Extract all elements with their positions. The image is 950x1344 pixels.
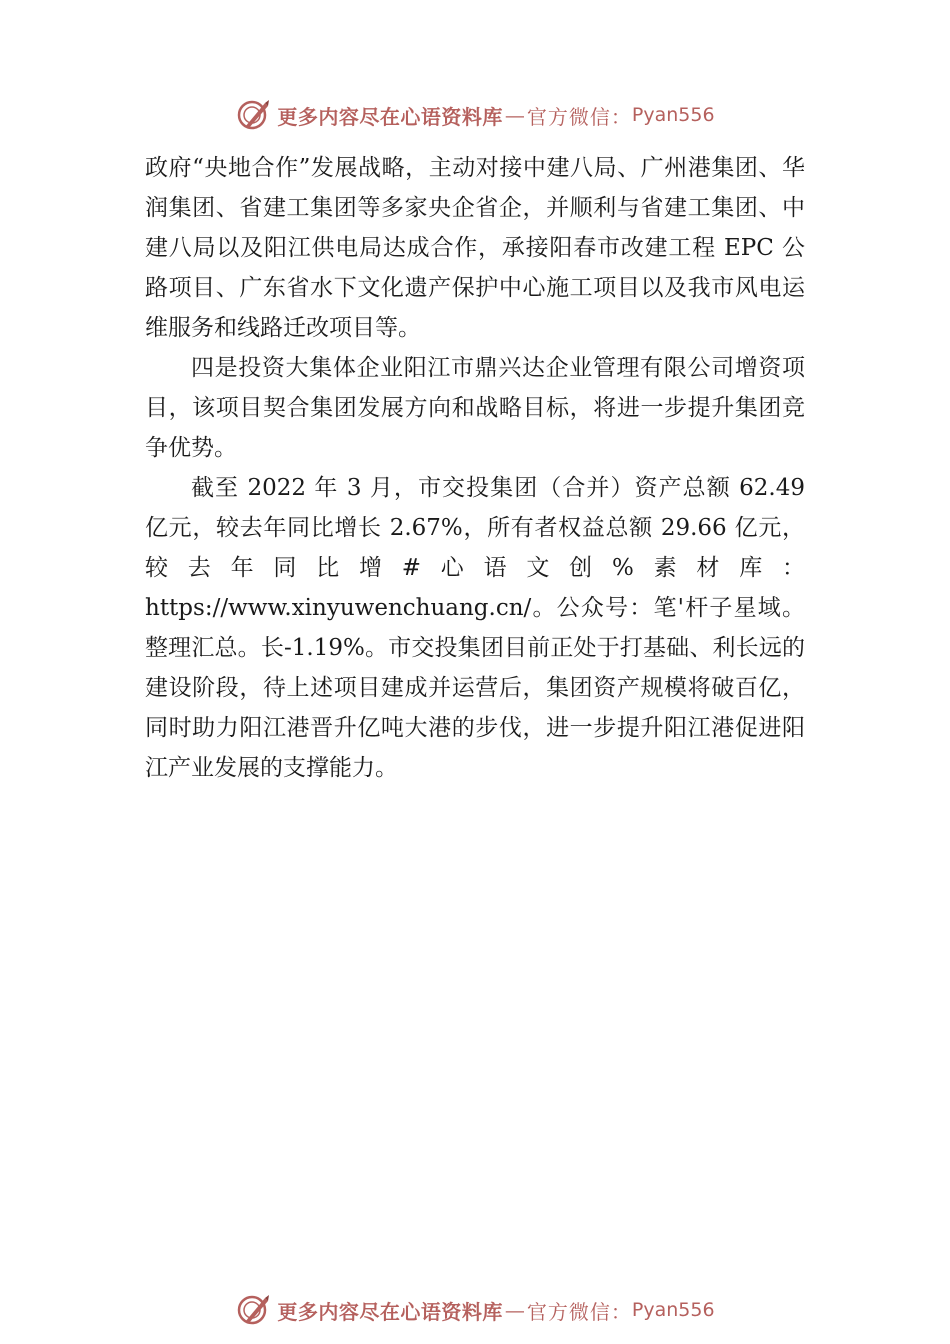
document-body bbox=[145, 148, 805, 788]
paragraph-1: 政府“央地合作”发展战略，主动对接中建八局、广州港集团、华润集团、省建工集团等多家央企省企，并顺利与省建工集团、中建八局以及阳江供电局达成合作，承接阳春市改建工程 EPC 公路项目、广东省水下文化遗产保护中心施工项目以及我市风电运维服务和线路迁改项目等。 bbox=[145, 155, 805, 341]
banner-account: Pyan556 bbox=[631, 104, 715, 126]
banner-main-text: 更多内容尽在心语资料库 bbox=[277, 104, 503, 129]
header-watermark-banner bbox=[0, 95, 950, 135]
footer-watermark-banner bbox=[0, 1290, 950, 1330]
banner-dash: — bbox=[504, 1298, 525, 1322]
paragraph-2: 四是投资大集体企业阳江市鼎兴达企业管理有限公司增资项目，该项目契合集团发展方向和战略目标，将进一步提升集团竞争优势。 bbox=[145, 355, 805, 461]
banner-official-label: 官方微信： bbox=[526, 1299, 632, 1324]
quill-seal-logo-icon bbox=[235, 97, 271, 133]
banner-dash: — bbox=[504, 103, 525, 127]
banner-official-label: 官方微信： bbox=[526, 104, 632, 129]
banner-account: Pyan556 bbox=[631, 1299, 715, 1321]
paragraph-3: 截至 2022 年 3 月，市交投集团（合并）资产总额 62.49 亿元，较去年同比增长 2.67%，所有者权益总额 29.66 亿元， 较去年同比增#心语文创%素材库：https://www.xinyuwenchuang.cn/。公众号：笔'杆子星域。整理汇总。长-1.19%。市交投集团目前正处于打基础、利长远的建设阶段，待上述项目建成并运营后，集团资产规模将破百亿，同时助力阳江港晋升亿吨大港的步伐，进一步提升阳江港促进阳江产业发展的支撑能力。 bbox=[145, 475, 805, 781]
quill-seal-logo-icon bbox=[235, 1292, 271, 1328]
banner-main-text: 更多内容尽在心语资料库 bbox=[277, 1299, 503, 1324]
